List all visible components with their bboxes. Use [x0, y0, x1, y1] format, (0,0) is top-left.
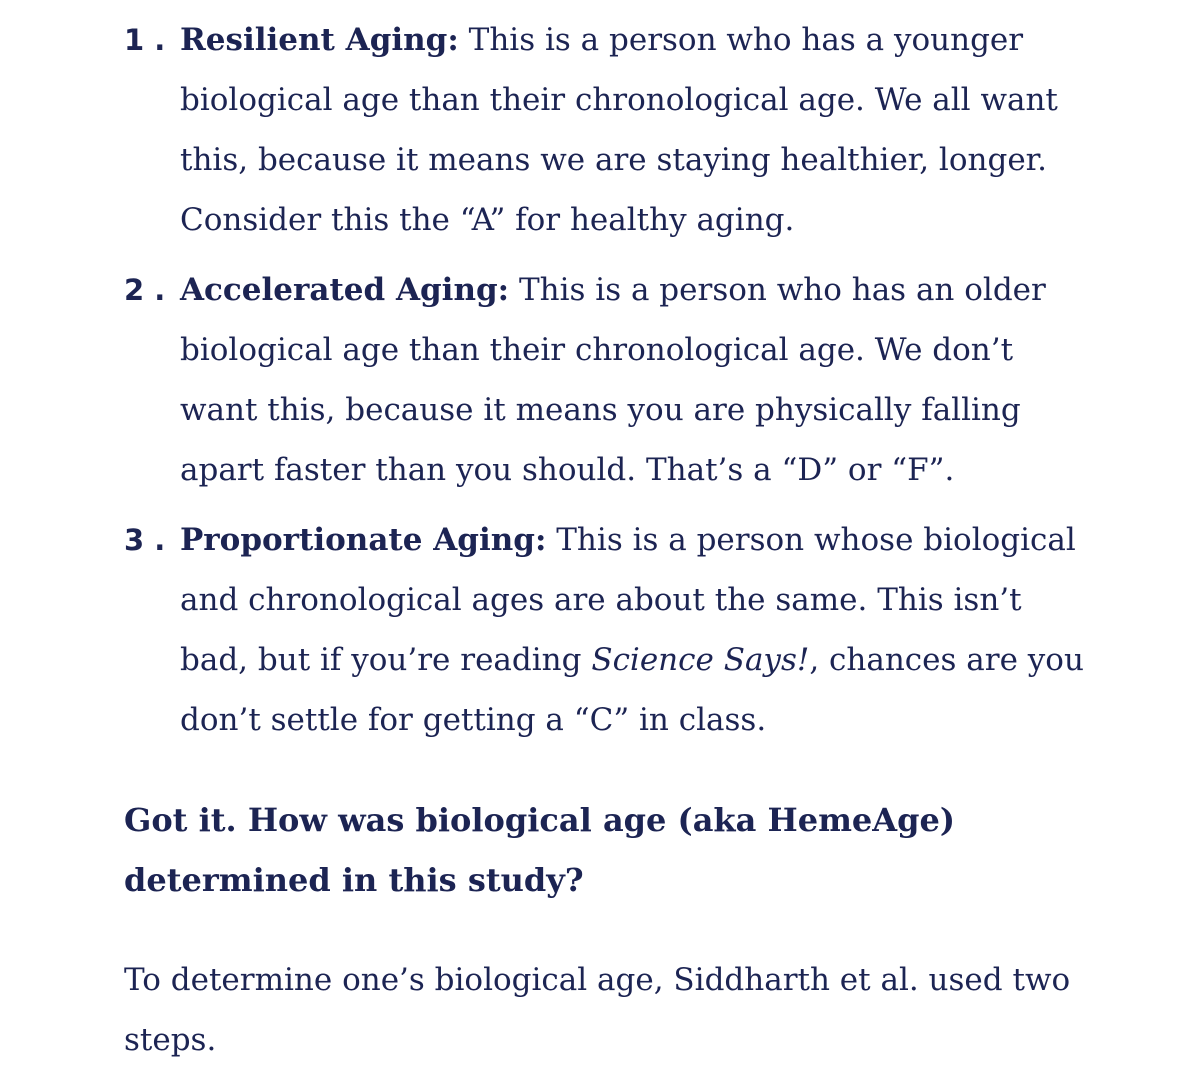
list-number: 2 .	[124, 273, 166, 307]
body-paragraph: To determine one’s biological age, Siddharth et al. used two steps.	[124, 962, 1071, 1058]
list-item-accelerated-aging	[124, 260, 1084, 500]
section-heading: Got it. How was biological age (aka HemeAge) determined in this study?	[124, 801, 955, 899]
list-item-resilient-aging	[124, 10, 1084, 250]
list-item-term: Accelerated Aging:	[180, 272, 510, 308]
publication-title: Science Says!	[591, 642, 810, 678]
aging-types-list	[124, 10, 1084, 760]
list-item-term: Resilient Aging:	[180, 22, 459, 58]
list-item-term: Proportionate Aging:	[180, 522, 547, 558]
list-item-proportionate-aging	[124, 510, 1084, 750]
list-item-description: This is a person who has a younger biological age than their chronological age. We all want this, because it means we are staying healthier, longer. Consider this the “A” for healthy aging.	[180, 22, 1058, 238]
list-number: 1 .	[124, 23, 166, 57]
list-item-description: This is a person who has an older biological age than their chronological age. We don’t want this, because it means you are physically falling apart faster than you should. That’s a “D” or “F”.	[180, 272, 1046, 488]
list-item-description-end: , chances are you don’t settle for getting a “C” in class.	[180, 642, 1084, 738]
list-item-description: This is a person whose biological and chronological ages are about the same. This isn’t bad, but if you’re reading	[180, 522, 1076, 678]
list-number: 3 .	[124, 523, 166, 557]
